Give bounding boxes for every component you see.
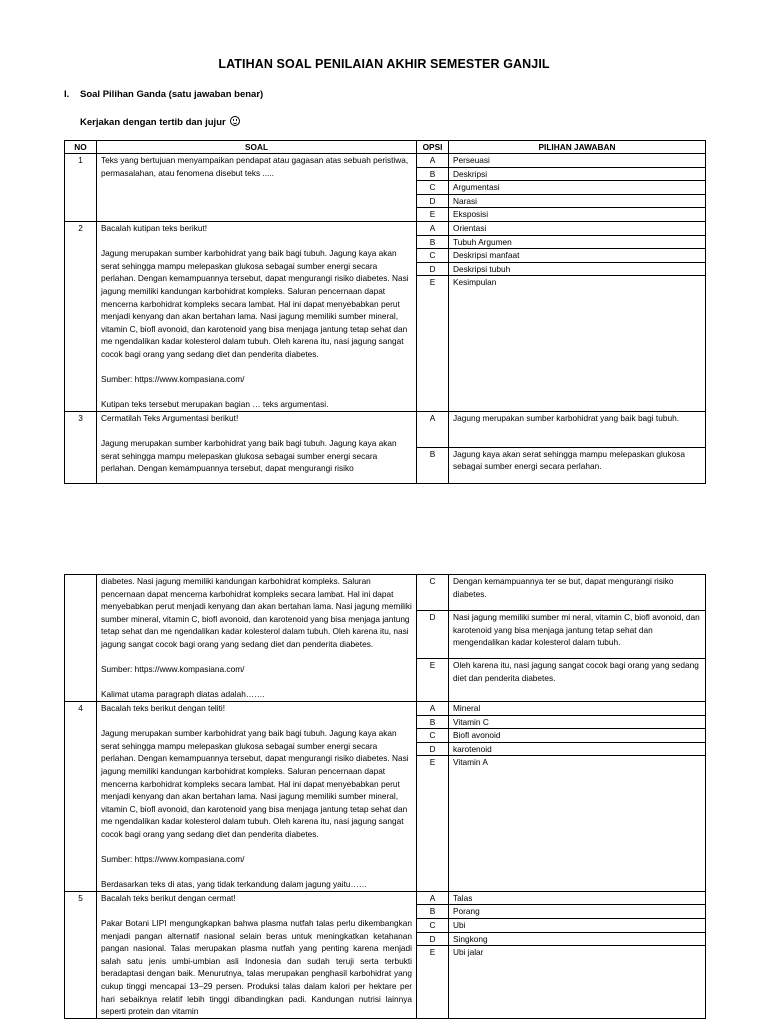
option-key: E [417, 208, 449, 222]
option-key: C [417, 919, 449, 933]
question-source: Sumber: https://www.kompasiana.com/ [101, 664, 245, 675]
option-text[interactable]: Narasi [449, 194, 706, 208]
option-key: A [417, 154, 449, 168]
option-text[interactable]: Ubi jalar [449, 946, 706, 1019]
option-key: D [417, 742, 449, 756]
question-text [97, 411, 417, 483]
option-text[interactable]: Eksposisi [449, 208, 706, 222]
option-text[interactable]: Vitamin C [449, 715, 706, 729]
option-text[interactable]: Deskripsi tubuh [449, 262, 706, 276]
option-key: A [417, 411, 449, 447]
question-passage: Jagung merupakan sumber karbohidrat yang baik bagi tubuh. Jagung kaya akan serat sehingga mampu melepaskan glukosa sebagai sumber energi secara perlahan. Dengan kemampuannya tersebut, dapat mengurangi risiko diabetes. Nasi jagung memiliki kandungan karbohidrat kompleks. Saluran pencernaan dapat mencerna karbohidrat kompleks secara lambat. Hal ini dapat menyebabkan perut menjadi kenyang dan akan bertahan lama. Nasi jagung memiliki sumber mineral, vitamin C, biofl avonoid, dan karotenoid yang bisa menjaga jantung tetap sehat dan me ngendalikan kadar kolesterol dalam tubuh. Oleh karena itu, nasi jagung sangat cocok bagi orang yang sedang diet dan penderita diabetes. [101, 728, 409, 839]
option-text[interactable]: Biofl avonoid [449, 729, 706, 743]
option-key: D [417, 932, 449, 946]
option-text[interactable]: Kesimpulan [449, 276, 706, 412]
option-text[interactable]: Tubuh Argumen [449, 235, 706, 249]
option-key: B [417, 167, 449, 181]
question-text [97, 221, 417, 411]
option-text[interactable]: Dengan kemampuannya ter se but, dapat mengurangi risiko diabetes. [449, 575, 706, 611]
question-passage: Jagung merupakan sumber karbohidrat yang baik bagi tubuh. Jagung kaya akan serat sehingga mampu melepaskan glukosa sebagai sumber energi secara perlahan. Dengan kemampuannya tersebut, dapat mengurangi risiko [101, 438, 397, 474]
question-source: Sumber: https://www.kompasiana.com/ [101, 374, 245, 385]
question-number: 4 [65, 701, 97, 891]
option-key: D [417, 262, 449, 276]
question-prompt: Kalimat utama paragraph diatas adalah……. [101, 689, 265, 700]
question-table-part2 [64, 574, 706, 1019]
option-text[interactable]: Talas [449, 891, 706, 905]
question-number: 1 [65, 154, 97, 222]
question-number: 3 [65, 411, 97, 483]
option-text[interactable]: karotenoid [449, 742, 706, 756]
option-key: C [417, 181, 449, 195]
header-no: NO [65, 141, 97, 154]
instruction [80, 116, 240, 128]
smiley-icon [230, 116, 240, 126]
question-text-continued [97, 575, 417, 702]
option-key: E [417, 659, 449, 702]
section-label: Soal Pilihan Ganda (satu jawaban benar) [80, 89, 264, 100]
header-soal: SOAL [97, 141, 417, 154]
option-text[interactable]: Nasi jagung memiliki sumber mi neral, vitamin C, biofl avonoid, dan karotenoid yang bisa menjaga jantung tetap sehat dan mengendalikan kadar kolesterol dalam tubuh. [449, 611, 706, 659]
question-intro: Cermatilah Teks Argumentasi berikut! [101, 412, 239, 423]
option-text[interactable]: Orientasi [449, 221, 706, 235]
table-row [65, 411, 706, 447]
option-text[interactable]: Vitamin A [449, 756, 706, 892]
option-text[interactable]: Argumentasi [449, 181, 706, 195]
question-table-part1 [64, 140, 706, 484]
question-number: 2 [65, 221, 97, 411]
option-key: C [417, 575, 449, 611]
question-text [97, 891, 417, 1018]
option-text[interactable]: Mineral [449, 701, 706, 715]
option-key: A [417, 891, 449, 905]
option-key: C [417, 249, 449, 263]
option-text[interactable]: Perseuasi [449, 154, 706, 168]
table-row [65, 701, 706, 715]
option-text[interactable]: Ubi [449, 919, 706, 933]
option-key: A [417, 701, 449, 715]
question-prompt: Kutipan teks tersebut merupakan bagian … teks argumentasi. [101, 399, 329, 410]
option-text[interactable]: Deskripsi manfaat [449, 249, 706, 263]
table-row [65, 154, 706, 168]
section-heading [64, 89, 263, 100]
header-pilihan: PILIHAN JAWABAN [449, 141, 706, 154]
question-prompt: Berdasarkan teks di atas, yang tidak terkandung dalam jagung yaitu…… [101, 879, 368, 890]
option-key: E [417, 946, 449, 1019]
table-row [65, 575, 706, 611]
option-key: A [417, 221, 449, 235]
table-header-row [65, 141, 706, 154]
option-text[interactable]: Jagung kaya akan serat sehingga mampu melepaskan glukosa sebagai sumber energi secara perlahan. [449, 447, 706, 483]
question-passage: Pakar Botani LIPI mengungkapkan bahwa plasma nutfah talas perlu dikembangkan menjadi pangan alternatif nasional selain beras untuk meningkatkan ketahanan pangan nasional. Talas merupakan plasma nutfah yang penting karena menjadi salah satu jenis umbi-umbian asli Indonesia dan sudah teruji serta terbukti beradaptasi dengan baik. Menurutnya, talas merupakan penghasil karbohidrat yang cukup tinggi mencapai 13–29 persen. Produksi talas dalam kalori per hektare per hari sebaiknya relatif lebih tinggi dibandingkan padi. Kandungan nutrisi lainnya seperti protein dan vitamin [101, 918, 412, 1017]
option-text[interactable]: Jagung merupakan sumber karbohidrat yang baik bagi tubuh. [449, 411, 706, 447]
option-text[interactable]: Singkong [449, 932, 706, 946]
question-passage: Jagung merupakan sumber karbohidrat yang baik bagi tubuh. Jagung kaya akan serat sehingga mampu melepaskan glukosa sebagai sumber energi secara perlahan. Dengan kemampuannya tersebut, dapat mengurangi risiko diabetes. Nasi jagung memiliki kandungan karbohidrat kompleks. Saluran pencernaan dapat mencerna karbohidrat kompleks secara lambat. Hal ini dapat menyebabkan perut menjadi kenyang dan akan bertahan lama. Nasi jagung memiliki sumber mineral, vitamin C, biofl avonoid, dan karotenoid yang bisa menjaga jantung tetap sehat dan me ngendalikan kadar kolesterol dalam tubuh. Oleh karena itu, nasi jagung sangat cocok bagi orang yang sedang diet dan penderita diabetes. [101, 248, 409, 359]
header-opsi: OPSI [417, 141, 449, 154]
option-key: C [417, 729, 449, 743]
question-passage: diabetes. Nasi jagung memiliki kandungan karbohidrat kompleks. Saluran pencernaan dapat mencerna karbohidrat kompleks secara lambat. Hal ini dapat menyebabkan perut menjadi kenyang dan akan bertahan lama. Nasi jagung memiliki sumber mineral, vitamin C, biofl avonoid, dan karotenoid yang bisa menjaga jantung tetap sehat dan me ngendalikan kadar kolesterol dalam tubuh. Oleh karena itu, nasi jagung sangat cocok bagi orang yang sedang diet dan penderita diabetes. [101, 576, 412, 649]
table-row [65, 891, 706, 905]
option-key: B [417, 715, 449, 729]
section-number: I. [64, 89, 70, 100]
option-text[interactable]: Deskripsi [449, 167, 706, 181]
question-text [97, 701, 417, 891]
option-key: D [417, 194, 449, 208]
option-key: E [417, 276, 449, 412]
option-key: D [417, 611, 449, 659]
option-text[interactable]: Oleh karena itu, nasi jagung sangat cocok bagi orang yang sedang diet dan penderita diabetes. [449, 659, 706, 702]
question-source: Sumber: https://www.kompasiana.com/ [101, 854, 245, 865]
option-key: B [417, 905, 449, 919]
question-intro: Bacalah teks berikut dengan cermat! [101, 892, 236, 903]
question-intro: Bacalah teks berikut dengan teliti! [101, 702, 226, 713]
option-key: E [417, 756, 449, 892]
page-title: LATIHAN SOAL PENILAIAN AKHIR SEMESTER GANJIL [218, 57, 550, 71]
question-number: 5 [65, 891, 97, 1018]
option-text[interactable]: Porang [449, 905, 706, 919]
instruction-text: Kerjakan dengan tertib dan jujur [80, 117, 226, 128]
table-row [65, 221, 706, 235]
question-text: Teks yang bertujuan menyampaikan pendapat atau gagasan atas sebuah peristiwa, permasalahan, atau fenomena disebut teks ..... [97, 154, 417, 222]
question-number-continued [65, 575, 97, 702]
option-key: B [417, 235, 449, 249]
question-intro: Bacalah kutipan teks berikut! [101, 222, 208, 233]
option-key: B [417, 447, 449, 483]
